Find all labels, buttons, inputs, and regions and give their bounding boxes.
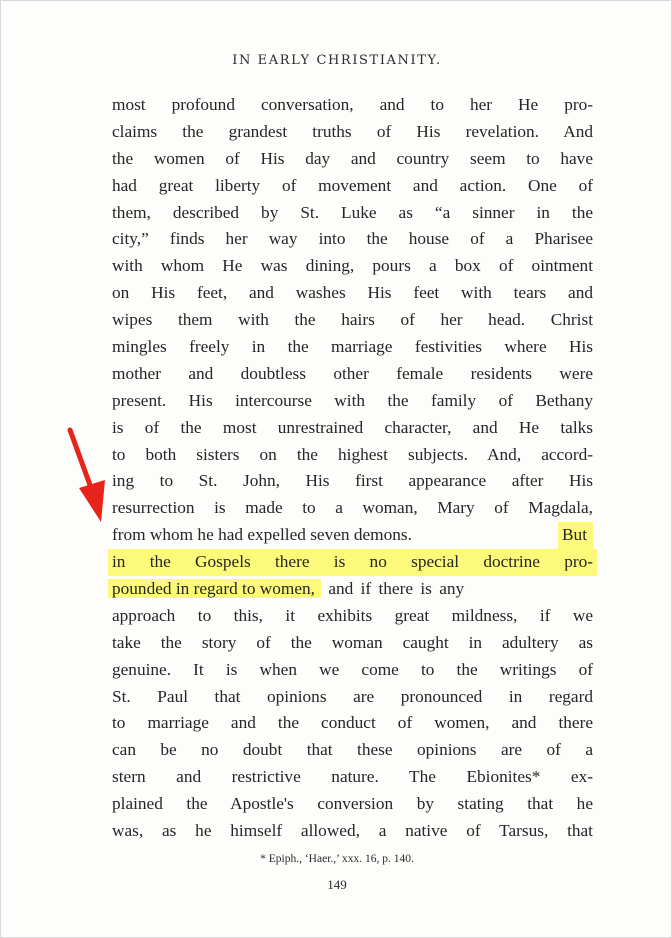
text-line-8: on His feet, and washes His feet with tears and — [112, 283, 593, 303]
text-line-7: with whom He was dining, pours a box of ointment — [112, 256, 593, 276]
text-line-3: the women of His day and country seem to have — [112, 148, 593, 168]
text-line-1: most profound conversation, and to her He pro- — [112, 95, 593, 114]
text-line-23: St. Paul that opinions are pronounced in regard — [112, 686, 593, 706]
text-line-4: had great liberty of movement and action. One of — [112, 175, 593, 195]
highlighted-text: But — [558, 522, 593, 549]
text-line-20: approach to this, it exhibits great mildness, if we — [112, 605, 593, 625]
text-line-19-rest: and if there is any — [321, 579, 465, 599]
text-line-21: take the story of the woman caught in adultery as — [112, 632, 593, 652]
footnote: * Epiph., ‘Haer.,’ xxx. 16, p. 140. — [260, 853, 414, 865]
red-arrow-icon — [61, 426, 111, 526]
text-line-2: claims the grandest truths of His revelation. And — [112, 121, 593, 141]
text-line-24: to marriage and the conduct of women, and there — [112, 713, 593, 733]
text-line-12: present. His intercourse with the family of Bethany — [112, 390, 593, 410]
text-line-9: wipes them with the hairs of her head. Christ — [112, 310, 593, 330]
text-line-28: was, as he himself allowed, a native of Tarsus, that — [112, 821, 593, 841]
text-line-13: is of the most unrestrained character, and He talks — [112, 417, 593, 437]
running-head: IN EARLY CHRISTIANITY. — [232, 53, 442, 68]
text-line-10: mingles freely in the marriage festivities where His — [112, 337, 593, 357]
text-line-18 — [112, 549, 593, 576]
text-line-17-plain: from whom he had expelled seven demons. — [112, 525, 412, 545]
text-line-19 — [112, 576, 593, 603]
text-line-22: genuine. It is when we come to the writings of — [112, 659, 593, 679]
text-line-15: ing to St. John, His first appearance after His — [112, 471, 593, 491]
text-line-16: resurrection is made to a woman, Mary of Magdala, — [112, 498, 593, 518]
text-line-6: city,” finds her way into the house of a Pharisee — [112, 229, 593, 249]
text-line-11: mother and doubtless other female residents were — [112, 363, 593, 383]
text-line-5: them, described by St. Luke as “a sinner in the — [112, 202, 593, 222]
highlighted-text: in the Gospels there is no special doctrine pro- — [108, 549, 597, 576]
body-text — [112, 92, 593, 845]
text-line-17 — [112, 522, 593, 549]
text-line-26: stern and restrictive nature. The Ebionites* ex- — [112, 767, 593, 787]
page-number: 149 — [327, 877, 347, 892]
text-line-25: can be no doubt that these opinions are of a — [112, 740, 593, 760]
text-line-27: plained the Apostle's conversion by stating that he — [112, 794, 593, 814]
highlighted-text: pounded in regard to women, — [108, 579, 321, 598]
text-line-14: to both sisters on the highest subjects. And, accord- — [112, 444, 593, 464]
